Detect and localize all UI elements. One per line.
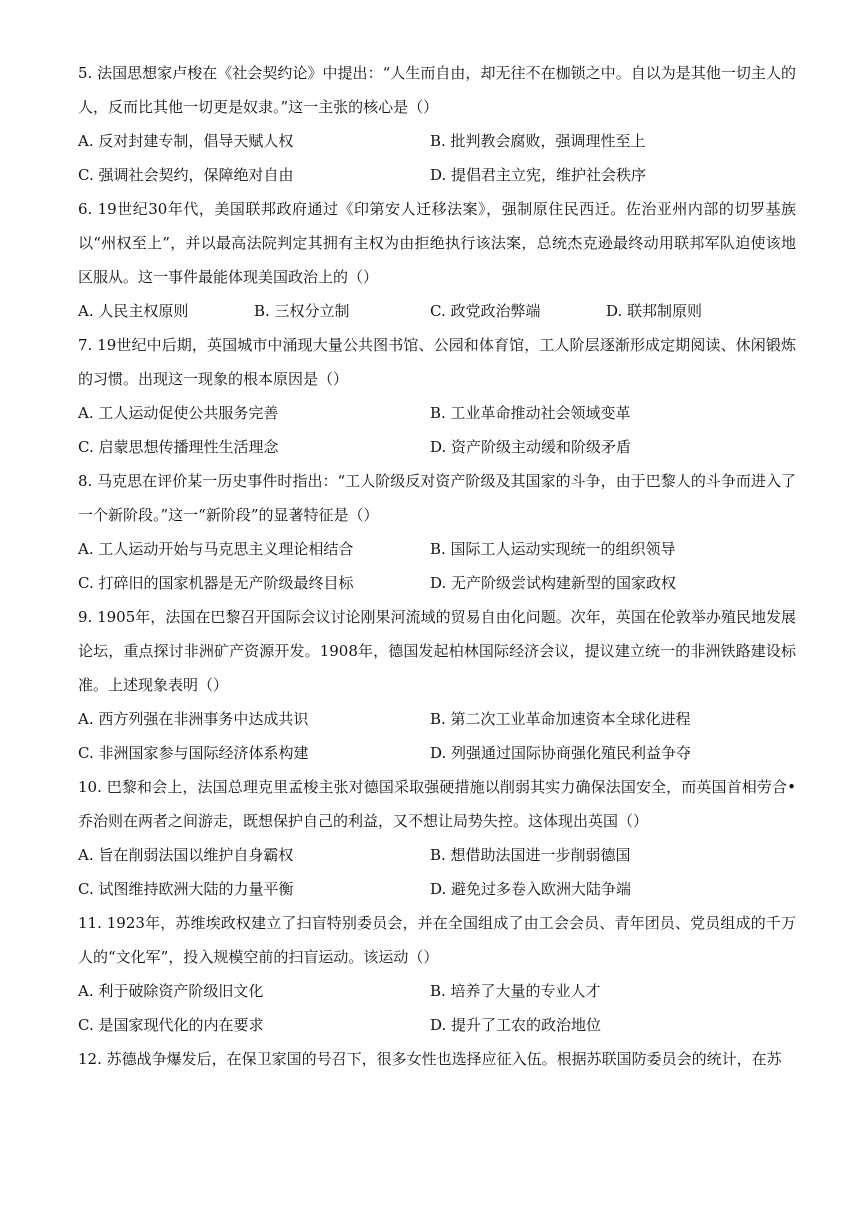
answer-option: A. 利于破除资产阶级旧文化 bbox=[78, 982, 264, 1000]
answer-option: A. 工人运动促使公共服务完善 bbox=[78, 404, 279, 422]
answer-option: D. 避免过多卷入欧洲大陆争端 bbox=[430, 880, 632, 898]
question-stem: 9. 1905年，法国在巴黎召开国际会议讨论刚果河流域的贸易自由化问题。次年，英国在伦敦举办殖民地发展论坛，重点探讨非洲矿产资源开发。1908年，德国发起柏林国际经济会议，提议建立统一的非洲铁路建设标准。上述现象表明（） bbox=[78, 608, 796, 694]
answer-option: B. 培养了大量的专业人才 bbox=[430, 982, 601, 1000]
question-block bbox=[78, 328, 796, 464]
answer-option: D. 无产阶级尝试构建新型的国家政权 bbox=[430, 574, 677, 592]
options-row bbox=[78, 396, 796, 430]
answer-option: B. 工业革命推动社会领域变革 bbox=[430, 404, 631, 422]
answer-option: D. 资产阶级主动缓和阶级矛盾 bbox=[430, 438, 632, 456]
answer-option: B. 批判教会腐败，强调理性至上 bbox=[430, 132, 646, 150]
question-block bbox=[78, 192, 796, 328]
question-stem: 7. 19世纪中后期，英国城市中涌现大量公共图书馆、公园和体育馆，工人阶层逐渐形成定期阅读、休闲锻炼的习惯。出现这一现象的根本原因是（） bbox=[78, 336, 796, 388]
answer-option: D. 提倡君主立宪，维护社会秩序 bbox=[430, 166, 647, 184]
question-stem: 5. 法国思想家卢梭在《社会契约论》中提出：“人生而自由，却无往不在枷锁之中。自以为是其他一切主人的人，反而比其他一切更是奴隶。”这一主张的核心是（） bbox=[78, 64, 796, 116]
answer-option: A. 人民主权原则 bbox=[78, 302, 189, 320]
answer-option: B. 国际工人运动实现统一的组织领导 bbox=[430, 540, 676, 558]
answer-option: C. 是国家现代化的内在要求 bbox=[78, 1016, 264, 1034]
answer-option: B. 想借助法国进一步削弱德国 bbox=[430, 846, 631, 864]
question-block bbox=[78, 464, 796, 600]
answer-option: C. 试图维持欧洲大陆的力量平衡 bbox=[78, 880, 294, 898]
question-block bbox=[78, 906, 796, 1042]
options-row bbox=[78, 430, 796, 464]
question-block bbox=[78, 56, 796, 192]
answer-option: A. 反对封建专制，倡导天赋人权 bbox=[78, 132, 294, 150]
question-stem: 6. 19世纪30年代，美国联邦政府通过《印第安人迁移法案》，强制原住民西迁。佐治亚州内部的切罗基族以“州权至上”，并以最高法院判定其拥有主权为由拒绝执行该法案，总统杰克逊最终动用联邦军队迫使该地区服从。这一事件最能体现美国政治上的（） bbox=[78, 200, 796, 286]
answer-option: A. 工人运动开始与马克思主义理论相结合 bbox=[78, 540, 354, 558]
options-row bbox=[78, 566, 796, 600]
options-row bbox=[78, 1008, 796, 1042]
answer-option: A. 旨在削弱法国以维护自身霸权 bbox=[78, 846, 294, 864]
answer-option: B. 三权分立制 bbox=[254, 302, 350, 320]
question-block bbox=[78, 600, 796, 770]
answer-option: D. 联邦制原则 bbox=[606, 302, 703, 320]
answer-option: D. 列强通过国际协商强化殖民利益争夺 bbox=[430, 744, 692, 762]
question-block bbox=[78, 1042, 796, 1076]
options-row bbox=[78, 736, 796, 770]
options-row bbox=[78, 294, 796, 328]
question-list bbox=[78, 56, 796, 1076]
options-row bbox=[78, 158, 796, 192]
question-stem: 12. 苏德战争爆发后，在保卫家国的号召下，很多女性也选择应征入伍。根据苏联国防委员会的统计，在苏 bbox=[78, 1050, 782, 1068]
answer-option: C. 强调社会契约，保障绝对自由 bbox=[78, 166, 294, 184]
options-row bbox=[78, 702, 796, 736]
options-row bbox=[78, 532, 796, 566]
answer-option: C. 非洲国家参与国际经济体系构建 bbox=[78, 744, 309, 762]
options-row bbox=[78, 838, 796, 872]
answer-option: C. 启蒙思想传播理性生活理念 bbox=[78, 438, 279, 456]
question-stem: 8. 马克思在评价某一历史事件时指出：“工人阶级反对资产阶级及其国家的斗争，由于巴黎人的斗争而进入了一个新阶段。”这一“新阶段”的显著特征是（） bbox=[78, 472, 796, 524]
question-block bbox=[78, 770, 796, 906]
answer-option: C. 政党政治弊端 bbox=[430, 302, 541, 320]
answer-option: C. 打碎旧的国家机器是无产阶级最终目标 bbox=[78, 574, 354, 592]
options-row bbox=[78, 974, 796, 1008]
answer-option: B. 第二次工业革命加速资本全球化进程 bbox=[430, 710, 691, 728]
options-row bbox=[78, 124, 796, 158]
answer-option: A. 西方列强在非洲事务中达成共识 bbox=[78, 710, 309, 728]
answer-option: D. 提升了工农的政治地位 bbox=[430, 1016, 602, 1034]
question-stem: 11. 1923年，苏维埃政权建立了扫盲特别委员会，并在全国组成了由工会会员、青年团员、党员组成的千万人的“文化军”，投入规模空前的扫盲运动。该运动（） bbox=[78, 914, 796, 966]
options-row bbox=[78, 872, 796, 906]
question-stem: 10. 巴黎和会上，法国总理克里孟梭主张对德国采取强硬措施以削弱其实力确保法国安全，而英国首相劳合•乔治则在两者之间游走，既想保护自己的利益，又不想让局势失控。这体现出英国（） bbox=[78, 778, 796, 830]
